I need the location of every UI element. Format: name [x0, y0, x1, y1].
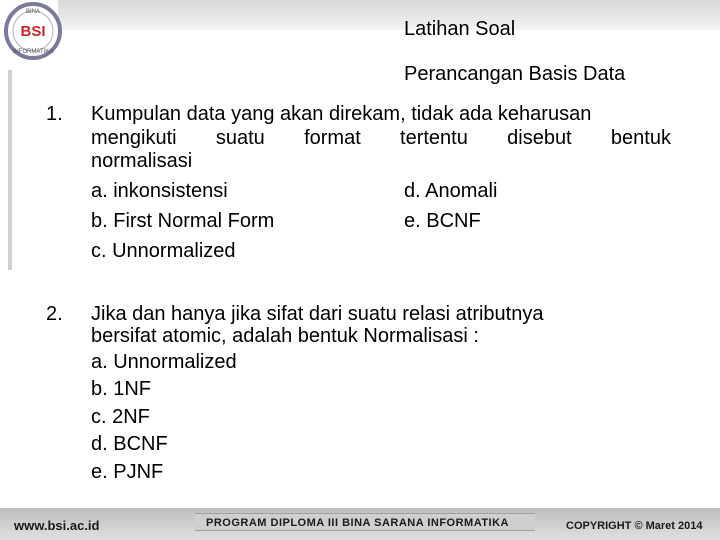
option-b: b. First Normal Form	[91, 210, 275, 232]
word: tertentu	[400, 127, 468, 149]
question-text-line: normalisasi	[91, 150, 193, 172]
left-decoration	[8, 70, 12, 270]
question-number: 2.	[46, 303, 63, 325]
svg-text:BSI: BSI	[20, 23, 46, 40]
option-c: c. 2NF	[91, 406, 150, 428]
question-text-line: Jika dan hanya jika sifat dari suatu relasi atributnya	[91, 303, 544, 325]
question-text-line: bersifat atomic, adalah bentuk Normalisasi :	[91, 325, 479, 347]
word: bentuk	[610, 127, 671, 149]
option-a: a. Unnormalized	[91, 351, 237, 373]
question-number: 1.	[46, 103, 63, 125]
option-b: b. 1NF	[91, 378, 152, 400]
question-text-line: Kumpulan data yang akan direkam, tidak ada keharusan	[91, 103, 592, 125]
bsi-logo	[0, 0, 68, 64]
word: disebut	[507, 127, 572, 149]
svg-text:BINA: BINA	[25, 9, 41, 15]
option-c: c. Unnormalized	[91, 240, 236, 262]
svg-text:INFORMATIKA: INFORMATIKA	[12, 49, 54, 55]
word: mengikuti	[91, 127, 177, 149]
option-e: e. PJNF	[91, 461, 164, 483]
question-text-line	[91, 127, 671, 149]
page-title: Latihan Soal	[404, 18, 516, 40]
footer-program: PROGRAM DIPLOMA III BINA SARANA INFORMATIKA	[206, 517, 510, 529]
option-d: d. Anomali	[404, 180, 498, 202]
option-e: e. BCNF	[404, 210, 481, 232]
word: format	[304, 127, 361, 149]
top-banner	[58, 0, 720, 30]
word: suatu	[215, 127, 265, 149]
footer-copyright: COPYRIGHT © Maret 2014	[566, 520, 703, 532]
footer-url: www.bsi.ac.id	[14, 518, 100, 533]
page-subtitle: Perancangan Basis Data	[404, 63, 626, 85]
option-a: a. inkonsistensi	[91, 180, 228, 202]
option-d: d. BCNF	[91, 433, 168, 455]
